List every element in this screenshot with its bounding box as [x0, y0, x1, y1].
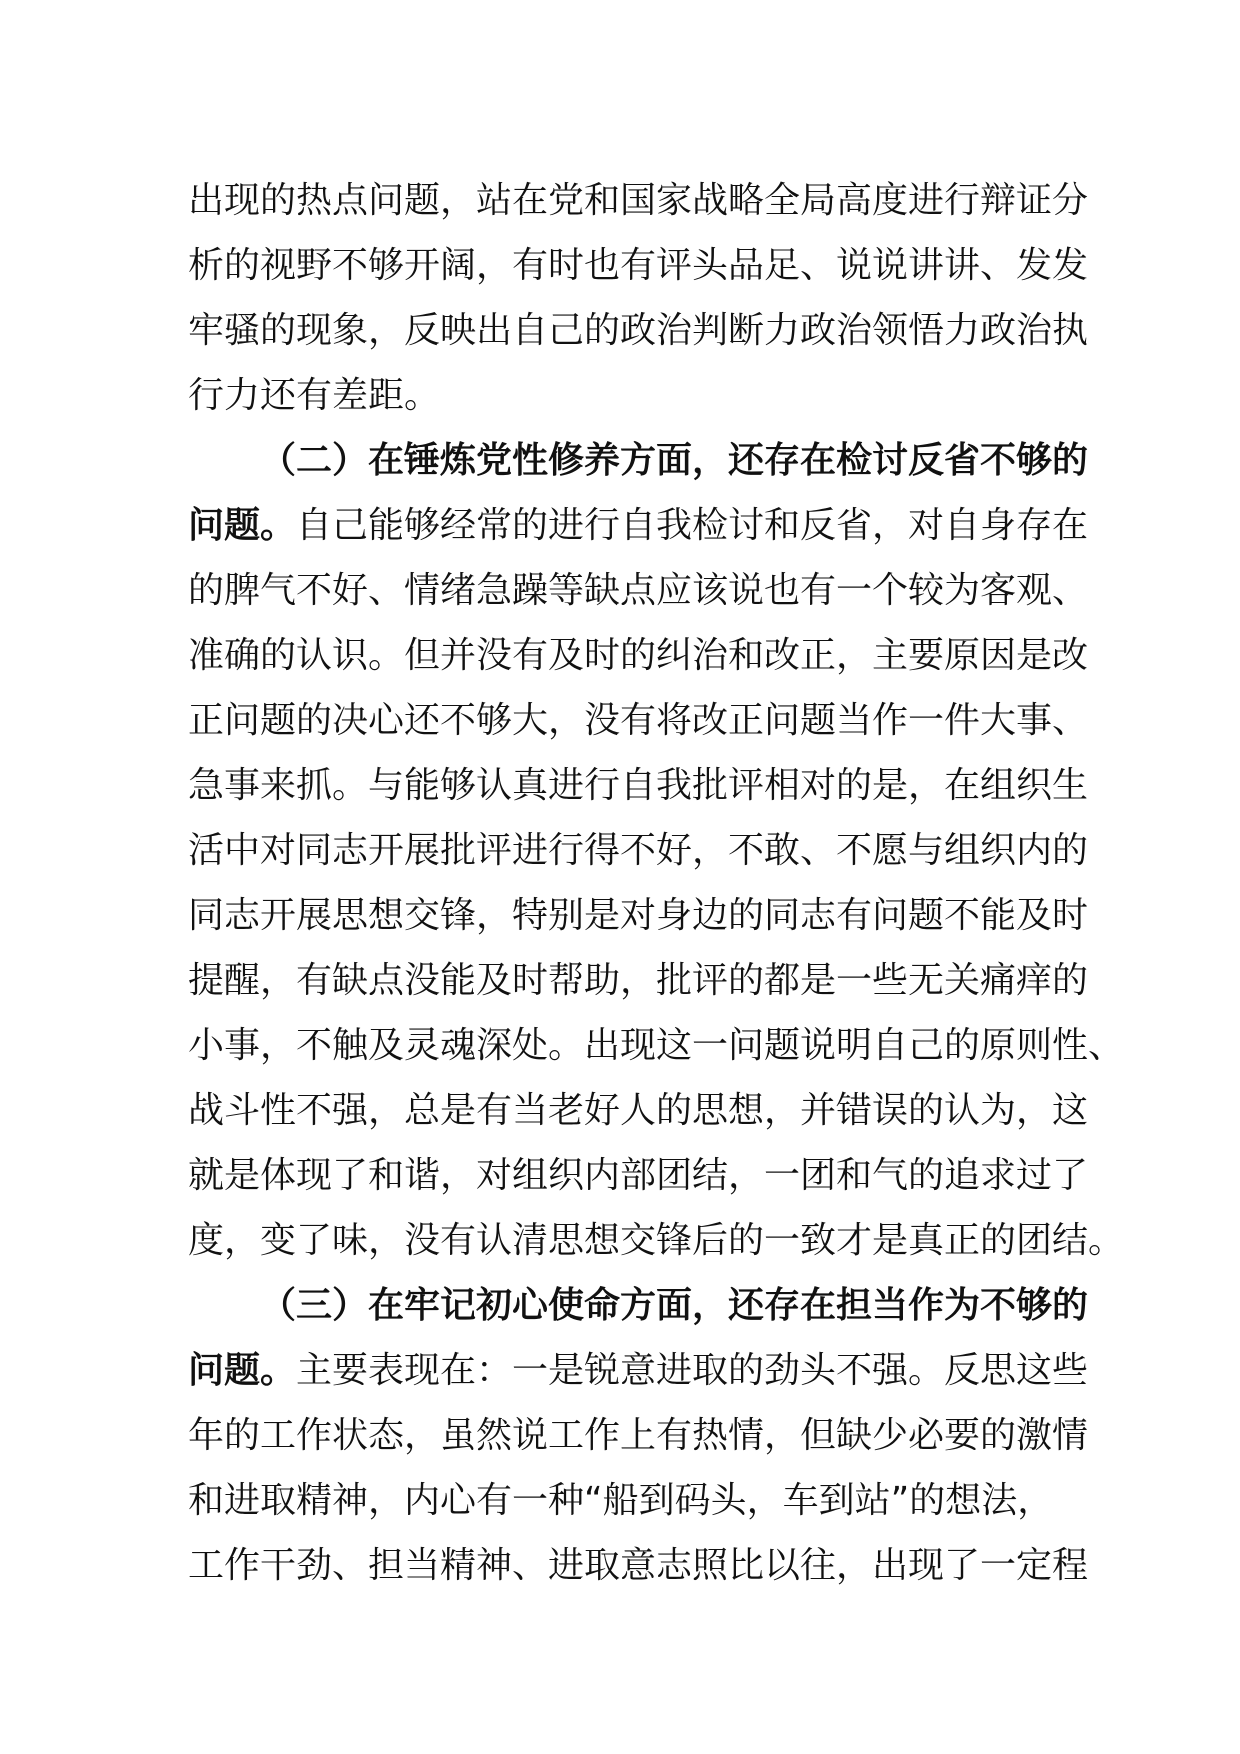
paragraph-line — [188, 753, 1089, 818]
paragraph-line — [188, 1143, 1089, 1208]
body-text: 战斗性不强，总是有当老好人的思想，并错误的认为，这 — [188, 1090, 1089, 1131]
body-text: 活中对同志开展批评进行得不好，不敢、不愿与组织内的 — [188, 830, 1089, 871]
section-heading-line — [188, 428, 1089, 493]
document-body — [188, 168, 1125, 1598]
body-text: 准确的认识。但并没有及时的纠治和改正，主要原因是改 — [188, 635, 1089, 676]
body-text: 就是体现了和谐，对组织内部团结，一团和气的追求过了 — [188, 1155, 1089, 1196]
paragraph-line — [188, 1403, 1089, 1468]
body-text: 度，变了味，没有认清思想交锋后的一致才是真正的团结。 — [188, 1220, 1125, 1261]
paragraph-line — [188, 168, 1089, 233]
body-text: 和进取精神，内心有一种“船到码头，车到站”的想法， — [188, 1480, 1054, 1521]
paragraph-line — [188, 1338, 1089, 1403]
bold-text: （三）在牢记初心使命方面，还存在担当作为不够的 — [260, 1285, 1089, 1326]
bold-text: （二）在锤炼党性修养方面，还存在检讨反省不够的 — [260, 440, 1089, 481]
paragraph-line — [188, 363, 1040, 428]
bold-text: 问题。 — [188, 505, 297, 546]
body-text: 年的工作状态，虽然说工作上有热情，但缺少必要的激情 — [188, 1415, 1089, 1456]
paragraph-line — [188, 1533, 1089, 1598]
body-text: 工作干劲、担当精神、进取意志照比以往，出现了一定程 — [188, 1545, 1089, 1586]
paragraph-line — [188, 298, 1089, 363]
paragraph-line — [188, 623, 1089, 688]
body-text: 主要表现在：一是锐意进取的劲头不强。反思这些 — [296, 1350, 1089, 1391]
body-text: 同志开展思想交锋，特别是对身边的同志有问题不能及时 — [188, 895, 1089, 936]
body-text: 牢骚的现象，反映出自己的政治判断力政治领悟力政治执 — [188, 310, 1089, 351]
paragraph-line — [188, 818, 1089, 883]
body-text: 的脾气不好、情绪急躁等缺点应该说也有一个较为客观、 — [188, 570, 1089, 611]
body-text: 小事，不触及灵魂深处。出现这一问题说明自己的原则性、 — [188, 1025, 1125, 1066]
paragraph-line — [188, 883, 1089, 948]
body-text: 自己能够经常的进行自我检讨和反省，对自身存在 — [296, 505, 1089, 546]
body-text: 正问题的决心还不够大，没有将改正问题当作一件大事、 — [188, 700, 1089, 741]
paragraph-line — [188, 1078, 1089, 1143]
body-text: 行力还有差距。 — [188, 375, 441, 416]
paragraph-line — [188, 1013, 1125, 1078]
paragraph-line — [188, 493, 1089, 558]
paragraph-line — [188, 688, 1089, 753]
body-text: 提醒，有缺点没能及时帮助，批评的都是一些无关痛痒的 — [188, 960, 1089, 1001]
paragraph-line — [188, 948, 1089, 1013]
bold-text: 问题。 — [188, 1350, 297, 1391]
paragraph-line — [188, 558, 1089, 623]
paragraph-line — [188, 233, 1089, 298]
body-text: 出现的热点问题，站在党和国家战略全局高度进行辩证分 — [188, 180, 1089, 221]
paragraph-line — [188, 1468, 1054, 1533]
body-text: 析的视野不够开阔，有时也有评头品足、说说讲讲、发发 — [188, 245, 1089, 286]
body-text: 急事来抓。与能够认真进行自我批评相对的是，在组织生 — [188, 765, 1089, 806]
section-heading-line — [188, 1273, 1089, 1338]
paragraph-line — [188, 1208, 1125, 1273]
